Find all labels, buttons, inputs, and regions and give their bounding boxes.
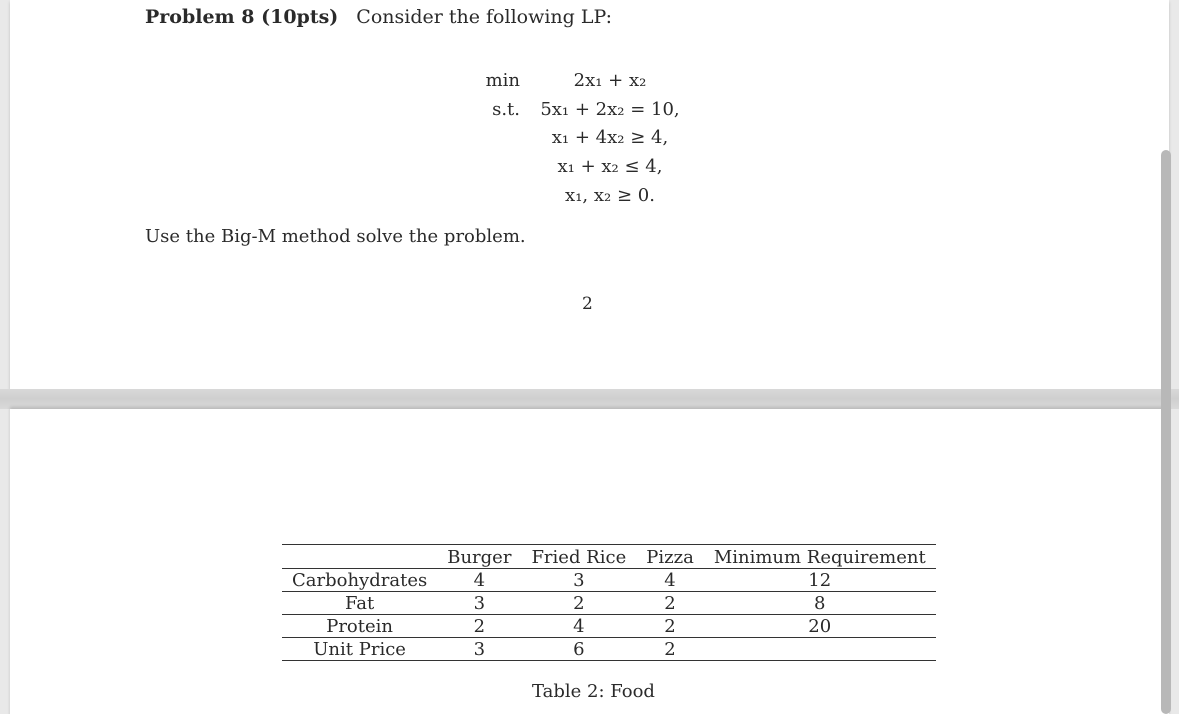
lp-min-label: min — [485, 70, 520, 91]
table-row — [282, 615, 936, 638]
table-cell: 2 — [664, 638, 676, 660]
table-cell: 2 — [573, 592, 585, 614]
table-row — [282, 638, 936, 661]
instruction-text: Use the Big-M method solve the problem. — [145, 226, 526, 247]
table-cell: 3 — [473, 638, 486, 660]
problem-title: Problem 8 (10pts) — [145, 6, 339, 28]
page-2 — [10, 409, 1169, 714]
table-cell: 20 — [808, 615, 832, 637]
lp-constraint-2: x₁ + 4x₂ ≥ 4, — [551, 127, 669, 148]
scrollbar-thumb[interactable] — [1161, 150, 1171, 714]
lp-constraint-1: 5x₁ + 2x₂ = 10, — [540, 99, 680, 120]
table-cell: 8 — [814, 592, 826, 614]
table-cell: 6 — [573, 638, 585, 660]
lp-objective: 2x₁ + x₂ — [573, 70, 647, 91]
table-caption: Table 2: Food — [532, 681, 655, 702]
table-header — [282, 545, 437, 569]
lp-st-label: s.t. — [492, 99, 520, 120]
table-header: Fried Rice — [531, 546, 627, 568]
table-cell: Carbohydrates — [292, 569, 428, 591]
table-cell: 2 — [664, 592, 676, 614]
lp-constraint-3: x₁ + x₂ ≤ 4, — [557, 156, 663, 177]
page-number: 2 — [582, 294, 593, 314]
table-header: Minimum Requirement — [713, 546, 926, 568]
page-1 — [10, 0, 1169, 389]
table-cell: 2 — [473, 615, 486, 637]
table-cell: 3 — [573, 569, 585, 591]
table-row — [282, 592, 936, 615]
table-header: Burger — [447, 546, 512, 568]
food-table — [282, 544, 936, 661]
table-cell: Unit Price — [313, 638, 406, 660]
table-cell: 4 — [573, 615, 585, 637]
table-row — [282, 569, 936, 592]
table-cell: 3 — [473, 592, 486, 614]
lp-constraint-4: x₁, x₂ ≥ 0. — [565, 185, 655, 206]
table-cell: 4 — [473, 569, 486, 591]
table-cell: 4 — [664, 569, 676, 591]
problem-intro: Consider the following LP: — [356, 6, 612, 28]
table-header-row — [282, 545, 936, 569]
table-cell: 12 — [808, 569, 832, 591]
table-cell: Fat — [344, 592, 375, 614]
page-separator — [0, 389, 1179, 409]
vertical-scrollbar[interactable] — [1161, 0, 1171, 714]
table-cell: 2 — [664, 615, 676, 637]
problem-heading — [145, 6, 612, 28]
table-cell — [704, 638, 936, 661]
table-cell: Protein — [326, 615, 393, 637]
table-header: Pizza — [646, 546, 694, 568]
